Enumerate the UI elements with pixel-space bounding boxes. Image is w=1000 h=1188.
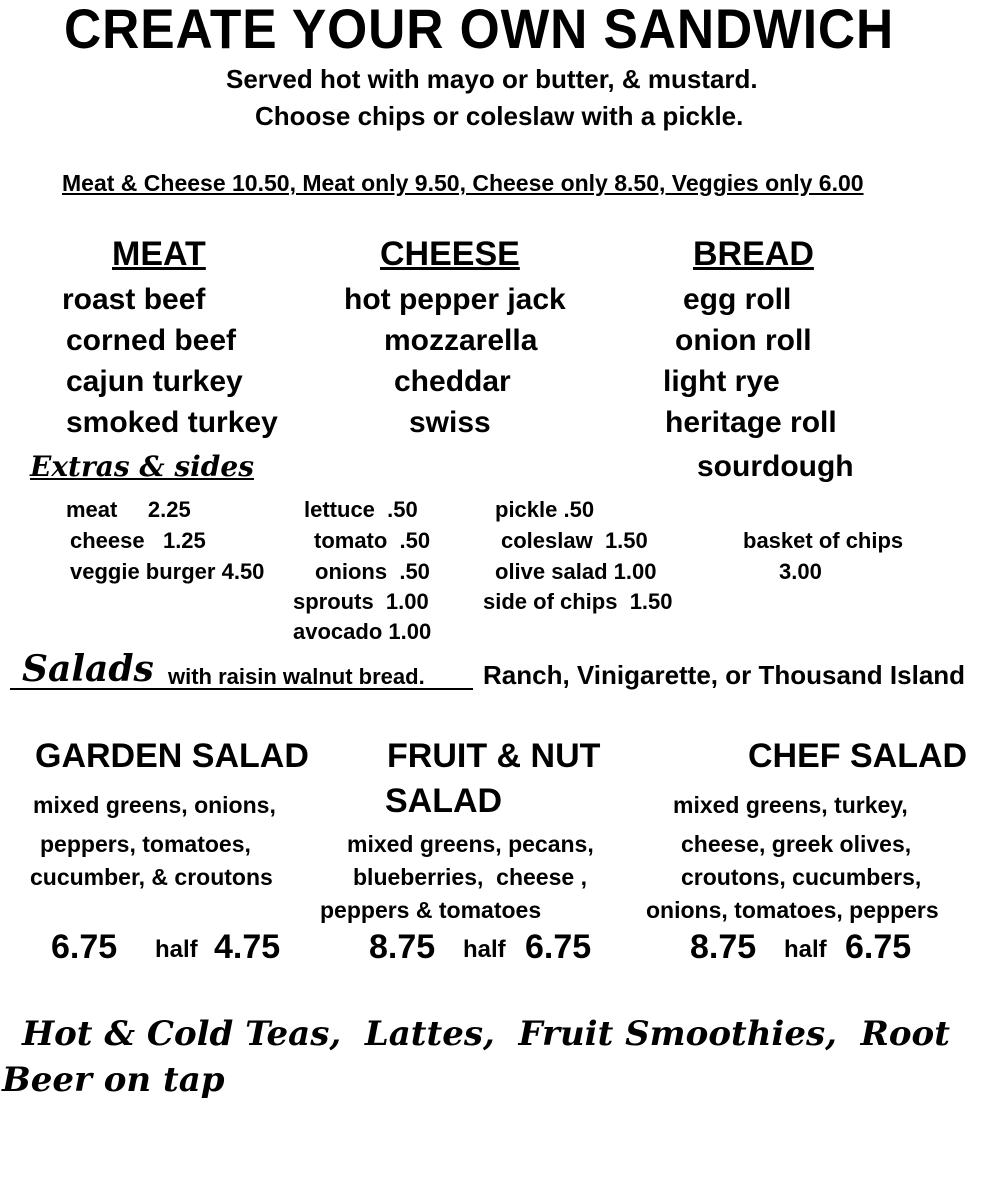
- extras-heading: Extras & sides: [30, 450, 254, 483]
- subtitle-line-2: Choose chips or coleslaw with a pickle.: [255, 101, 744, 131]
- salad-price: 8.75: [369, 928, 436, 966]
- extra-item: meat 2.25: [66, 497, 191, 522]
- salad-desc-line: mixed greens, onions,: [33, 792, 276, 818]
- extra-item: coleslaw 1.50: [501, 528, 648, 553]
- salad-price: 6.75: [51, 928, 118, 966]
- sandwich-prices: Meat & Cheese 10.50, Meat only 9.50, Cheese only 8.50, Veggies only 6.00: [62, 170, 864, 196]
- bread-item: onion roll: [675, 324, 812, 357]
- cheese-item: swiss: [409, 406, 491, 439]
- extra-item: veggie burger 4.50: [70, 559, 265, 584]
- bread-item: light rye: [663, 365, 780, 398]
- salad-name-chef: CHEF SALAD: [748, 737, 968, 775]
- drinks-line-1: Hot & Cold Teas, Lattes, Fruit Smoothies, Root: [22, 1014, 950, 1054]
- salad-desc-line: mixed greens, turkey,: [673, 792, 908, 818]
- extra-item: tomato .50: [314, 528, 431, 553]
- salad-half-price: 6.75: [845, 928, 912, 966]
- salad-half-label: half: [155, 936, 198, 963]
- salad-half-price: 6.75: [525, 928, 592, 966]
- bread-heading: BREAD: [693, 235, 814, 273]
- salad-name-fruit-nut: FRUIT & NUT: [387, 737, 601, 775]
- salad-desc-line: croutons, cucumbers,: [681, 864, 922, 890]
- page-title: CREATE YOUR OWN SANDWICH: [64, 0, 895, 60]
- salad-desc-line: blueberries, cheese ,: [353, 864, 587, 890]
- salad-desc-line: onions, tomatoes, peppers: [646, 897, 939, 923]
- cheese-heading: CHEESE: [380, 235, 520, 273]
- meat-item: smoked turkey: [66, 406, 278, 439]
- salad-half-label: half: [784, 936, 827, 963]
- salad-name-fruit-nut-line2: SALAD: [385, 782, 503, 820]
- salad-half-label: half: [463, 936, 506, 963]
- subtitle-line-1: Served hot with mayo or butter, & mustard.: [226, 64, 758, 94]
- salad-half-price: 4.75: [214, 928, 281, 966]
- extra-item: basket of chips: [743, 528, 904, 553]
- cheese-item: mozzarella: [384, 324, 538, 357]
- bread-item: sourdough: [697, 450, 854, 483]
- extra-item: cheese 1.25: [70, 528, 206, 553]
- salads-heading: Salads: [22, 648, 154, 690]
- salads-dressings: Ranch, Vinigarette, or Thousand Island: [483, 660, 966, 690]
- salad-desc-line: cucumber, & croutons: [30, 864, 273, 890]
- salad-name-garden: GARDEN SALAD: [35, 737, 309, 775]
- salad-desc-line: mixed greens, pecans,: [347, 831, 594, 857]
- extra-item: side of chips 1.50: [483, 589, 673, 614]
- meat-heading: MEAT: [112, 235, 206, 273]
- extra-item: pickle .50: [495, 497, 595, 522]
- meat-item: cajun turkey: [66, 365, 243, 398]
- cheese-item: hot pepper jack: [344, 283, 566, 316]
- extra-item: lettuce .50: [304, 497, 418, 522]
- salad-desc-line: peppers, tomatoes,: [40, 831, 251, 857]
- extra-item: onions .50: [315, 559, 430, 584]
- extra-item: sprouts 1.00: [293, 589, 429, 614]
- extra-item: 3.00: [779, 559, 822, 584]
- bread-item: egg roll: [683, 283, 792, 316]
- extra-item: olive salad 1.00: [495, 559, 657, 584]
- salad-price: 8.75: [690, 928, 757, 966]
- salad-desc-line: peppers & tomatoes: [320, 897, 542, 923]
- meat-item: corned beef: [66, 324, 237, 357]
- bread-item: heritage roll: [665, 406, 837, 439]
- cheese-item: cheddar: [394, 365, 511, 398]
- salads-bread-note: with raisin walnut bread.: [168, 664, 425, 689]
- drinks-line-2: Beer on tap: [2, 1060, 225, 1100]
- extra-item: avocado 1.00: [293, 619, 432, 644]
- salad-desc-line: cheese, greek olives,: [681, 831, 912, 857]
- meat-item: roast beef: [62, 283, 206, 316]
